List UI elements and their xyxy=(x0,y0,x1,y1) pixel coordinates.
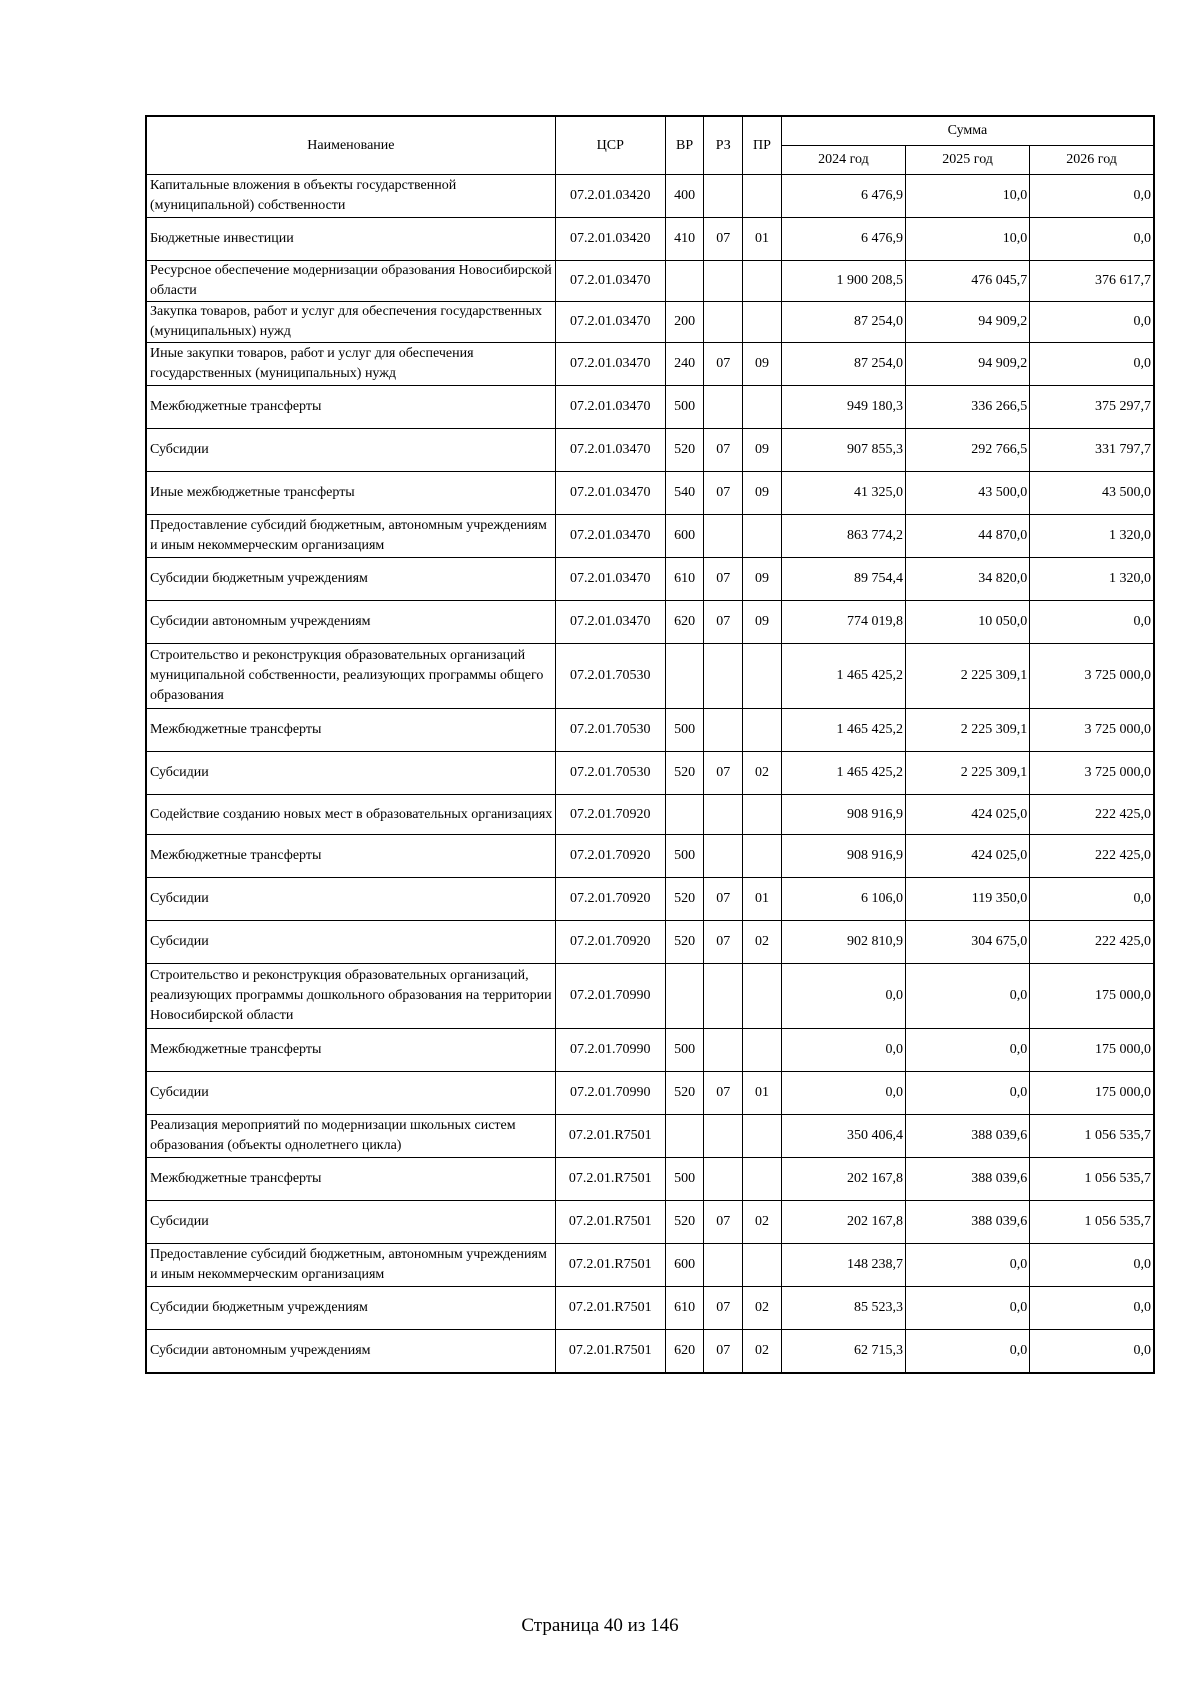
row-pr: 09 xyxy=(743,429,782,472)
row-2026: 175 000,0 xyxy=(1030,1072,1154,1115)
row-2025: 94 909,2 xyxy=(906,302,1030,343)
row-rz: 07 xyxy=(704,921,743,964)
row-vr: 520 xyxy=(665,1201,704,1244)
row-vr: 610 xyxy=(665,1287,704,1330)
row-csr: 07.2.01.70920 xyxy=(555,878,665,921)
table-body xyxy=(146,175,1154,1373)
row-pr xyxy=(743,1029,782,1072)
row-pr: 01 xyxy=(743,1072,782,1115)
row-vr xyxy=(665,1115,704,1158)
row-rz: 07 xyxy=(704,1201,743,1244)
row-name: Строительство и реконструкция образовательных организаций муниципальной собственности, реализующих программы общего образования xyxy=(146,644,555,709)
row-name: Субсидии бюджетным учреждениям xyxy=(146,558,555,601)
row-2025: 388 039,6 xyxy=(906,1158,1030,1201)
row-2026: 0,0 xyxy=(1030,1287,1154,1330)
row-csr: 07.2.01.03470 xyxy=(555,429,665,472)
row-2026: 175 000,0 xyxy=(1030,1029,1154,1072)
table-row xyxy=(146,1244,1154,1287)
row-name: Субсидии xyxy=(146,429,555,472)
header-csr: ЦСР xyxy=(555,116,665,175)
row-2024: 902 810,9 xyxy=(781,921,905,964)
page-number: Страница 40 из 146 xyxy=(521,1615,679,1636)
row-name: Иные закупки товаров, работ и услуг для обеспечения государственных (муниципальных) нужд xyxy=(146,343,555,386)
row-csr: 07.2.01.70530 xyxy=(555,752,665,795)
row-name: Субсидии бюджетным учреждениям xyxy=(146,1287,555,1330)
row-vr: 520 xyxy=(665,752,704,795)
row-rz xyxy=(704,302,743,343)
row-csr: 07.2.01.70530 xyxy=(555,709,665,752)
row-2024: 0,0 xyxy=(781,964,905,1029)
header-pr: ПР xyxy=(743,116,782,175)
row-pr: 02 xyxy=(743,752,782,795)
table-row xyxy=(146,515,1154,558)
row-2025: 0,0 xyxy=(906,1072,1030,1115)
row-pr xyxy=(743,1115,782,1158)
row-pr xyxy=(743,835,782,878)
row-name: Бюджетные инвестиции xyxy=(146,218,555,261)
row-vr: 410 xyxy=(665,218,704,261)
row-vr: 240 xyxy=(665,343,704,386)
row-2026: 0,0 xyxy=(1030,601,1154,644)
row-vr: 520 xyxy=(665,1072,704,1115)
row-2024: 41 325,0 xyxy=(781,472,905,515)
row-2026: 0,0 xyxy=(1030,1244,1154,1287)
table-row xyxy=(146,1029,1154,1072)
row-2024: 908 916,9 xyxy=(781,795,905,835)
header-sum: Сумма xyxy=(781,116,1154,146)
row-2026: 0,0 xyxy=(1030,878,1154,921)
row-2024: 907 855,3 xyxy=(781,429,905,472)
row-2024: 62 715,3 xyxy=(781,1330,905,1373)
row-pr xyxy=(743,709,782,752)
table-row xyxy=(146,752,1154,795)
table-row xyxy=(146,1330,1154,1373)
row-rz: 07 xyxy=(704,1287,743,1330)
row-rz xyxy=(704,175,743,218)
header-rz: РЗ xyxy=(704,116,743,175)
table-row xyxy=(146,558,1154,601)
row-2025: 0,0 xyxy=(906,1029,1030,1072)
row-2025: 0,0 xyxy=(906,1287,1030,1330)
row-2024: 87 254,0 xyxy=(781,343,905,386)
row-vr: 500 xyxy=(665,386,704,429)
row-rz xyxy=(704,1029,743,1072)
row-2026: 3 725 000,0 xyxy=(1030,709,1154,752)
row-2025: 0,0 xyxy=(906,964,1030,1029)
row-name: Закупка товаров, работ и услуг для обеспечения государственных (муниципальных) нужд xyxy=(146,302,555,343)
row-rz: 07 xyxy=(704,343,743,386)
row-rz: 07 xyxy=(704,1330,743,1373)
row-vr: 520 xyxy=(665,921,704,964)
row-pr: 02 xyxy=(743,1201,782,1244)
row-2025: 388 039,6 xyxy=(906,1115,1030,1158)
row-csr: 07.2.01.03470 xyxy=(555,472,665,515)
table-row xyxy=(146,795,1154,835)
row-rz: 07 xyxy=(704,601,743,644)
table-row xyxy=(146,1072,1154,1115)
row-vr: 500 xyxy=(665,1158,704,1201)
row-vr: 200 xyxy=(665,302,704,343)
row-2024: 908 916,9 xyxy=(781,835,905,878)
row-vr xyxy=(665,261,704,302)
row-2024: 6 106,0 xyxy=(781,878,905,921)
row-rz xyxy=(704,964,743,1029)
row-vr: 600 xyxy=(665,515,704,558)
header-vr: ВР xyxy=(665,116,704,175)
row-name: Межбюджетные трансферты xyxy=(146,835,555,878)
row-2026: 3 725 000,0 xyxy=(1030,752,1154,795)
row-rz xyxy=(704,709,743,752)
row-name: Межбюджетные трансферты xyxy=(146,709,555,752)
row-2024: 148 238,7 xyxy=(781,1244,905,1287)
table-row xyxy=(146,1201,1154,1244)
row-2025: 424 025,0 xyxy=(906,795,1030,835)
row-pr xyxy=(743,175,782,218)
row-name: Предоставление субсидий бюджетным, автономным учреждениям и иным некоммерческим организациям xyxy=(146,1244,555,1287)
row-name: Субсидии xyxy=(146,921,555,964)
header-2025: 2025 год xyxy=(906,146,1030,175)
row-name: Субсидии xyxy=(146,1072,555,1115)
row-2024: 1 465 425,2 xyxy=(781,752,905,795)
table-row xyxy=(146,964,1154,1029)
row-csr: 07.2.01.R7501 xyxy=(555,1115,665,1158)
row-2025: 10 050,0 xyxy=(906,601,1030,644)
row-csr: 07.2.01.03420 xyxy=(555,175,665,218)
row-pr xyxy=(743,644,782,709)
row-csr: 07.2.01.70530 xyxy=(555,644,665,709)
row-2025: 2 225 309,1 xyxy=(906,709,1030,752)
row-2024: 949 180,3 xyxy=(781,386,905,429)
row-name: Строительство и реконструкция образовательных организаций, реализующих программы дошкольного образования на территории Новосибирской области xyxy=(146,964,555,1029)
row-name: Капитальные вложения в объекты государственной (муниципальной) собственности xyxy=(146,175,555,218)
row-2025: 10,0 xyxy=(906,175,1030,218)
row-vr: 500 xyxy=(665,709,704,752)
row-pr xyxy=(743,261,782,302)
row-name: Иные межбюджетные трансферты xyxy=(146,472,555,515)
row-csr: 07.2.01.70920 xyxy=(555,835,665,878)
row-pr xyxy=(743,1244,782,1287)
row-rz: 07 xyxy=(704,429,743,472)
row-2026: 1 056 535,7 xyxy=(1030,1158,1154,1201)
row-csr: 07.2.01.03470 xyxy=(555,261,665,302)
row-2024: 87 254,0 xyxy=(781,302,905,343)
row-vr: 620 xyxy=(665,601,704,644)
row-rz xyxy=(704,795,743,835)
row-2025: 2 225 309,1 xyxy=(906,644,1030,709)
table-row xyxy=(146,644,1154,709)
row-csr: 07.2.01.R7501 xyxy=(555,1201,665,1244)
row-rz: 07 xyxy=(704,558,743,601)
row-pr xyxy=(743,515,782,558)
row-pr xyxy=(743,302,782,343)
budget-table xyxy=(145,115,1155,1374)
row-2024: 6 476,9 xyxy=(781,218,905,261)
row-pr xyxy=(743,1158,782,1201)
row-vr: 520 xyxy=(665,878,704,921)
row-csr: 07.2.01.70990 xyxy=(555,1072,665,1115)
row-vr: 500 xyxy=(665,1029,704,1072)
row-csr: 07.2.01.R7501 xyxy=(555,1158,665,1201)
row-2024: 1 465 425,2 xyxy=(781,644,905,709)
table-row xyxy=(146,1287,1154,1330)
row-pr: 09 xyxy=(743,472,782,515)
row-2025: 44 870,0 xyxy=(906,515,1030,558)
row-rz xyxy=(704,261,743,302)
row-vr: 500 xyxy=(665,835,704,878)
row-2025: 424 025,0 xyxy=(906,835,1030,878)
row-name: Предоставление субсидий бюджетным, автономным учреждениям и иным некоммерческим организациям xyxy=(146,515,555,558)
row-2026: 1 056 535,7 xyxy=(1030,1115,1154,1158)
row-pr: 01 xyxy=(743,878,782,921)
row-2024: 6 476,9 xyxy=(781,175,905,218)
row-rz xyxy=(704,515,743,558)
table-row xyxy=(146,429,1154,472)
row-pr: 02 xyxy=(743,921,782,964)
row-csr: 07.2.01.03420 xyxy=(555,218,665,261)
header-name: Наименование xyxy=(146,116,555,175)
row-2024: 202 167,8 xyxy=(781,1201,905,1244)
row-rz xyxy=(704,644,743,709)
row-csr: 07.2.01.70990 xyxy=(555,1029,665,1072)
table-row xyxy=(146,601,1154,644)
row-2024: 863 774,2 xyxy=(781,515,905,558)
row-csr: 07.2.01.70920 xyxy=(555,795,665,835)
row-2025: 10,0 xyxy=(906,218,1030,261)
row-2024: 350 406,4 xyxy=(781,1115,905,1158)
row-2026: 222 425,0 xyxy=(1030,921,1154,964)
row-name: Межбюджетные трансферты xyxy=(146,1158,555,1201)
row-name: Содействие созданию новых мест в образовательных организациях xyxy=(146,795,555,835)
row-vr: 400 xyxy=(665,175,704,218)
row-2026: 1 320,0 xyxy=(1030,558,1154,601)
row-vr xyxy=(665,644,704,709)
row-pr: 09 xyxy=(743,558,782,601)
row-2026: 0,0 xyxy=(1030,218,1154,261)
row-name: Межбюджетные трансферты xyxy=(146,386,555,429)
row-2026: 1 056 535,7 xyxy=(1030,1201,1154,1244)
row-2024: 1 465 425,2 xyxy=(781,709,905,752)
row-pr xyxy=(743,386,782,429)
row-2026: 376 617,7 xyxy=(1030,261,1154,302)
row-csr: 07.2.01.03470 xyxy=(555,386,665,429)
row-pr: 02 xyxy=(743,1287,782,1330)
row-pr: 02 xyxy=(743,1330,782,1373)
header-2026: 2026 год xyxy=(1030,146,1154,175)
row-2024: 1 900 208,5 xyxy=(781,261,905,302)
row-csr: 07.2.01.R7501 xyxy=(555,1287,665,1330)
row-pr xyxy=(743,795,782,835)
row-2025: 336 266,5 xyxy=(906,386,1030,429)
row-2026: 1 320,0 xyxy=(1030,515,1154,558)
table-row xyxy=(146,175,1154,218)
table-row xyxy=(146,343,1154,386)
row-2025: 34 820,0 xyxy=(906,558,1030,601)
row-2026: 0,0 xyxy=(1030,175,1154,218)
row-2024: 774 019,8 xyxy=(781,601,905,644)
table-row xyxy=(146,1158,1154,1201)
row-2026: 175 000,0 xyxy=(1030,964,1154,1029)
header-2024: 2024 год xyxy=(781,146,905,175)
row-vr: 600 xyxy=(665,1244,704,1287)
row-csr: 07.2.01.R7501 xyxy=(555,1330,665,1373)
row-2024: 0,0 xyxy=(781,1072,905,1115)
row-vr: 610 xyxy=(665,558,704,601)
row-rz xyxy=(704,835,743,878)
row-rz: 07 xyxy=(704,472,743,515)
row-2026: 0,0 xyxy=(1030,343,1154,386)
row-2026: 375 297,7 xyxy=(1030,386,1154,429)
row-vr: 620 xyxy=(665,1330,704,1373)
row-vr: 520 xyxy=(665,429,704,472)
table-row xyxy=(146,1115,1154,1158)
row-2025: 43 500,0 xyxy=(906,472,1030,515)
table-row xyxy=(146,218,1154,261)
row-2025: 292 766,5 xyxy=(906,429,1030,472)
row-2025: 2 225 309,1 xyxy=(906,752,1030,795)
row-pr: 09 xyxy=(743,343,782,386)
row-pr: 01 xyxy=(743,218,782,261)
row-name: Субсидии xyxy=(146,878,555,921)
row-rz: 07 xyxy=(704,218,743,261)
table-row xyxy=(146,302,1154,343)
row-2025: 94 909,2 xyxy=(906,343,1030,386)
row-rz xyxy=(704,386,743,429)
row-csr: 07.2.01.70990 xyxy=(555,964,665,1029)
row-name: Субсидии автономным учреждениям xyxy=(146,1330,555,1373)
row-2026: 0,0 xyxy=(1030,302,1154,343)
row-2026: 222 425,0 xyxy=(1030,795,1154,835)
row-2025: 476 045,7 xyxy=(906,261,1030,302)
row-vr xyxy=(665,795,704,835)
row-rz xyxy=(704,1158,743,1201)
row-2025: 0,0 xyxy=(906,1244,1030,1287)
row-csr: 07.2.01.03470 xyxy=(555,302,665,343)
row-pr xyxy=(743,964,782,1029)
row-rz: 07 xyxy=(704,752,743,795)
row-2025: 304 675,0 xyxy=(906,921,1030,964)
row-name: Ресурсное обеспечение модернизации образования Новосибирской области xyxy=(146,261,555,302)
row-name: Межбюджетные трансферты xyxy=(146,1029,555,1072)
row-csr: 07.2.01.03470 xyxy=(555,515,665,558)
table-row xyxy=(146,878,1154,921)
row-2026: 0,0 xyxy=(1030,1330,1154,1373)
row-csr: 07.2.01.03470 xyxy=(555,558,665,601)
row-2026: 331 797,7 xyxy=(1030,429,1154,472)
row-name: Субсидии автономным учреждениям xyxy=(146,601,555,644)
row-2024: 0,0 xyxy=(781,1029,905,1072)
row-rz xyxy=(704,1244,743,1287)
table-row xyxy=(146,472,1154,515)
row-2026: 43 500,0 xyxy=(1030,472,1154,515)
row-vr xyxy=(665,964,704,1029)
table-row xyxy=(146,386,1154,429)
row-vr: 540 xyxy=(665,472,704,515)
table-row xyxy=(146,709,1154,752)
row-2025: 119 350,0 xyxy=(906,878,1030,921)
row-name: Субсидии xyxy=(146,1201,555,1244)
row-2024: 202 167,8 xyxy=(781,1158,905,1201)
row-2025: 0,0 xyxy=(906,1330,1030,1373)
row-pr: 09 xyxy=(743,601,782,644)
row-csr: 07.2.01.70920 xyxy=(555,921,665,964)
row-name: Реализация мероприятий по модернизации школьных систем образования (объекты однолетнего цикла) xyxy=(146,1115,555,1158)
row-2026: 3 725 000,0 xyxy=(1030,644,1154,709)
row-rz: 07 xyxy=(704,878,743,921)
row-csr: 07.2.01.03470 xyxy=(555,343,665,386)
row-2024: 89 754,4 xyxy=(781,558,905,601)
row-csr: 07.2.01.03470 xyxy=(555,601,665,644)
table-row xyxy=(146,921,1154,964)
row-2024: 85 523,3 xyxy=(781,1287,905,1330)
row-rz: 07 xyxy=(704,1072,743,1115)
table-row xyxy=(146,261,1154,302)
row-csr: 07.2.01.R7501 xyxy=(555,1244,665,1287)
row-2026: 222 425,0 xyxy=(1030,835,1154,878)
row-name: Субсидии xyxy=(146,752,555,795)
row-2025: 388 039,6 xyxy=(906,1201,1030,1244)
row-rz xyxy=(704,1115,743,1158)
table-row xyxy=(146,835,1154,878)
